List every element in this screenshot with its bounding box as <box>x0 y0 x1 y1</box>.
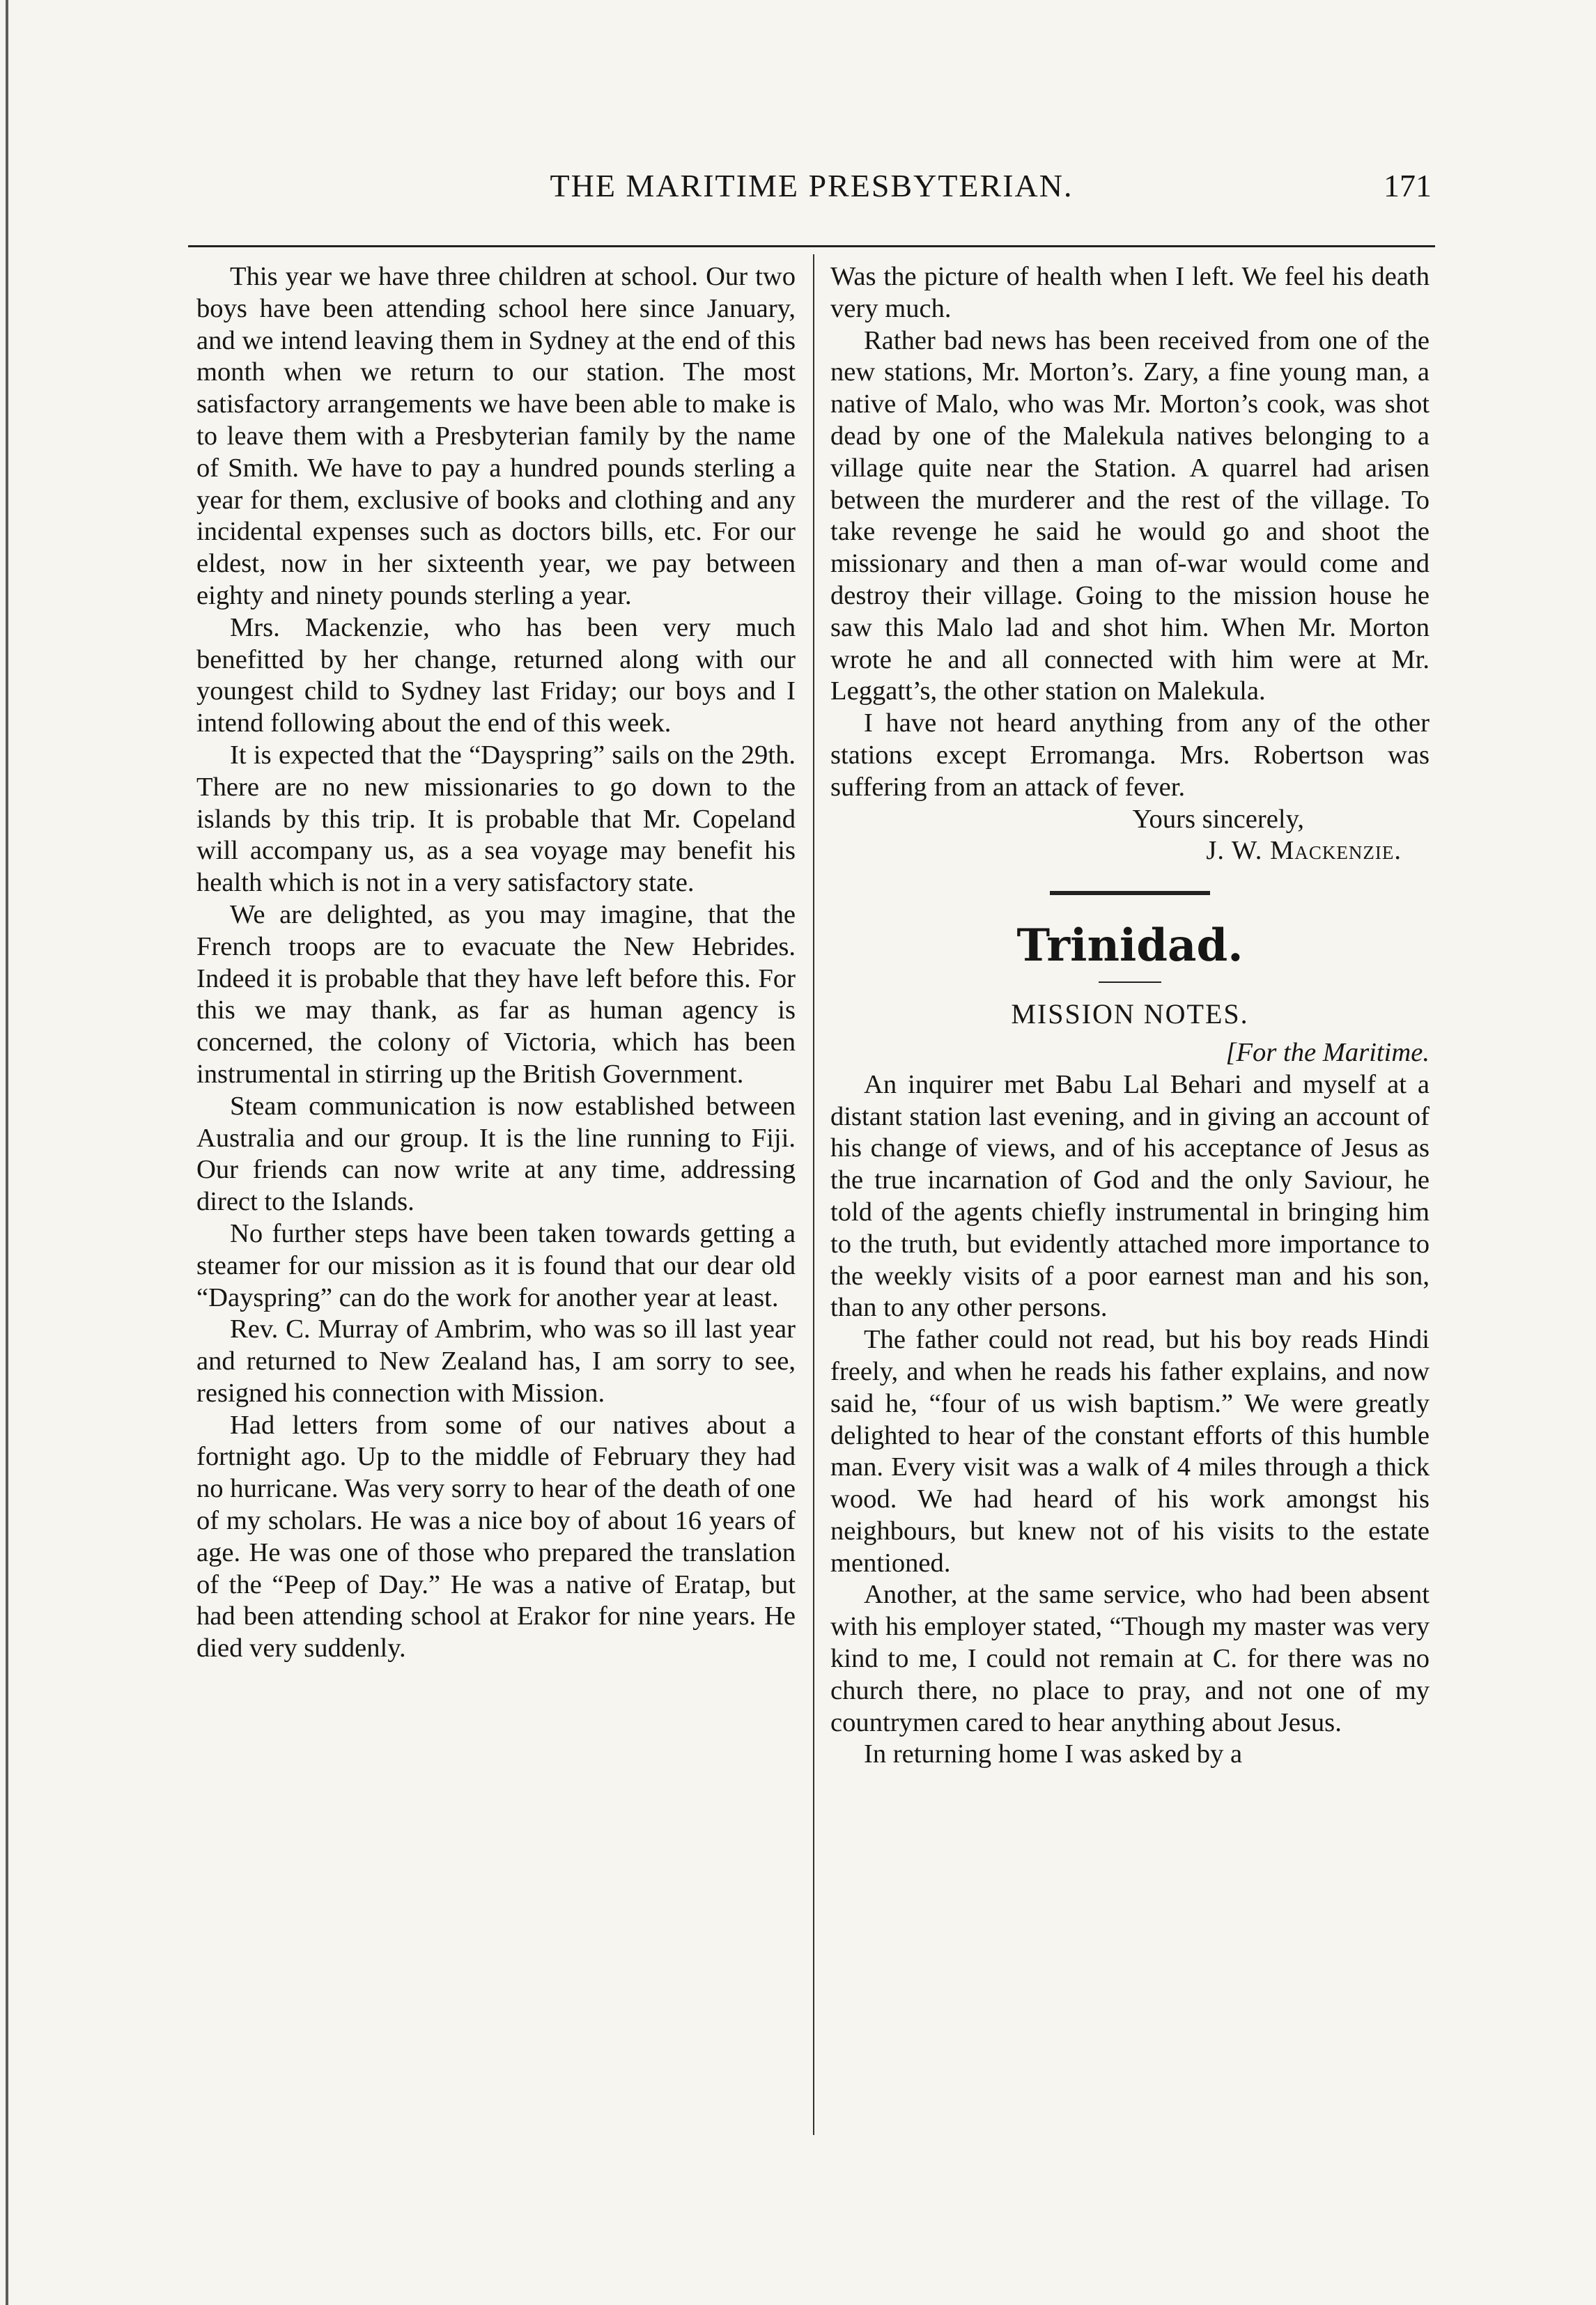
letter-closing: Yours sincerely, <box>1132 804 1304 834</box>
section-rule <box>1050 891 1210 895</box>
paragraph: In returning home I was asked by a <box>864 1739 1243 1769</box>
column-divider <box>813 254 814 2135</box>
paragraph: I have not heard anything from any of the other stations except Erromanga. Mrs. Robertson was suffering from an attack of fever. <box>830 708 1430 802</box>
page-number: 171 <box>1384 168 1432 203</box>
binding-edge-line <box>6 0 8 2305</box>
section-heading: Trinidad. <box>1016 919 1244 972</box>
left-column <box>196 261 796 1665</box>
paragraph: An inquirer met Babu Lal Behari and myself at a distant station last evening, and in giving an account of his change of views, and of his acceptance of Jesus as the true incarnation of God and the only Saviour, he told of the agents chiefly instrumental in bringing him to the truth, but evidently attached more importance to the weekly visits of a poor earnest man and his son, than to any other persons. <box>830 1069 1430 1323</box>
paragraph: Had letters from some of our natives about a fortnight ago. Up to the middle of February they had no hurricane. Was very sorry to hear of the death of one of my scholars. He was a nice boy of about 16 years of age. He was one of those who prepared the translation of the “Peep of Day.” He was a native of Eratap, but had been attending school at Erakor for nine years. He died very suddenly. <box>196 1410 796 1663</box>
paragraph: Rev. C. Murray of Ambrim, who was so ill last year and returned to New Zealand has, I am sorry to see, resigned his connection with Mission. <box>196 1314 796 1408</box>
paragraph: We are delighted, as you may imagine, that the French troops are to evacuate the New Hebrides. Indeed it is probable that they have left before this. For this we may thank, as far as human agency is concerned, the colony of Victoria, which has been instrumental in stirring up the British Government. <box>196 899 796 1089</box>
short-rule <box>1099 981 1161 983</box>
page-header <box>192 139 1432 216</box>
paragraph: Another, at the same service, who had been absent with his employer stated, “Though my master was very kind to me, I could not remain at C. for there was no church there, no place to pray, and not one of my countrymen cared to hear anything about Jesus. <box>830 1580 1430 1737</box>
subsection-heading: MISSION NOTES. <box>1011 998 1249 1030</box>
right-column <box>830 261 1430 1771</box>
letter-signature: J. W. Mackenzie. <box>1206 836 1402 866</box>
paragraph: Rather bad news has been received from one of the new stations, Mr. Morton’s. Zary, a fine young man, a native of Malo, who was Mr. Morton’s cook, was shot dead by one of the Malekula natives belonging to a village quite near the Station. A quarrel had arisen between the murderer and the rest of the village. To take revenge he said he would go and shoot the missionary and then a man of-war would come and destroy their village. Going to the mission house he saw this Malo lad and shot him. When Mr. Morton wrote he and all connected with him were at Mr. Leggatt’s, the other station on Malekula. <box>830 325 1430 706</box>
paragraph: Was the picture of health when I left. We feel his death very much. <box>830 262 1430 323</box>
paragraph: Mrs. Mackenzie, who has been very much benefitted by her change, returned along with our youngest child to Sydney last Friday; our boys and I intend following about the end of this week. <box>196 612 796 738</box>
paragraph: No further steps have been taken towards getting a steamer for our mission as it is found that our dear old “Dayspring” can do the work for another year at least. <box>196 1218 796 1312</box>
paragraph: The father could not read, but his boy reads Hindi freely, and when he reads his father explains, and now said he, “four of us wish baptism.” We were greatly delighted to hear of the constant efforts of this humble man. Every visit was a walk of 4 miles through a thick wood. We had heard of his work amongst his neighbours, but knew not of his visits to the estate mentioned. <box>830 1325 1430 1578</box>
source-credit: [For the Maritime. <box>1225 1037 1430 1067</box>
paragraph: Steam communication is now established between Australia and our group. It is the line running to Fiji. Our friends can now write at any time, addressing direct to the Islands. <box>196 1091 796 1217</box>
paragraph: It is expected that the “Dayspring” sails on the 29th. There are no new missionaries to go down to the islands by this trip. It is probable that Mr. Copeland will accompany us, as a sea voyage may benefit his health which is not in a very satisfactory state. <box>196 740 796 898</box>
running-title: THE MARITIME PRESBYTERIAN. <box>550 168 1074 203</box>
header-rule <box>188 245 1435 247</box>
paragraph: This year we have three children at school. Our two boys have been attending school here since January, and we intend leaving them in Sydney at the end of this month when we return to our station. The most satisfactory arrangements we have been able to make is to leave them with a Presbyterian family by the name of Smith. We have to pay a hundred pounds sterling a year for them, exclusive of books and clothing and any incidental expenses such as doctors bills, etc. For our eldest, now in her sixteenth year, we pay between eighty and ninety pounds sterling a year. <box>196 262 796 610</box>
